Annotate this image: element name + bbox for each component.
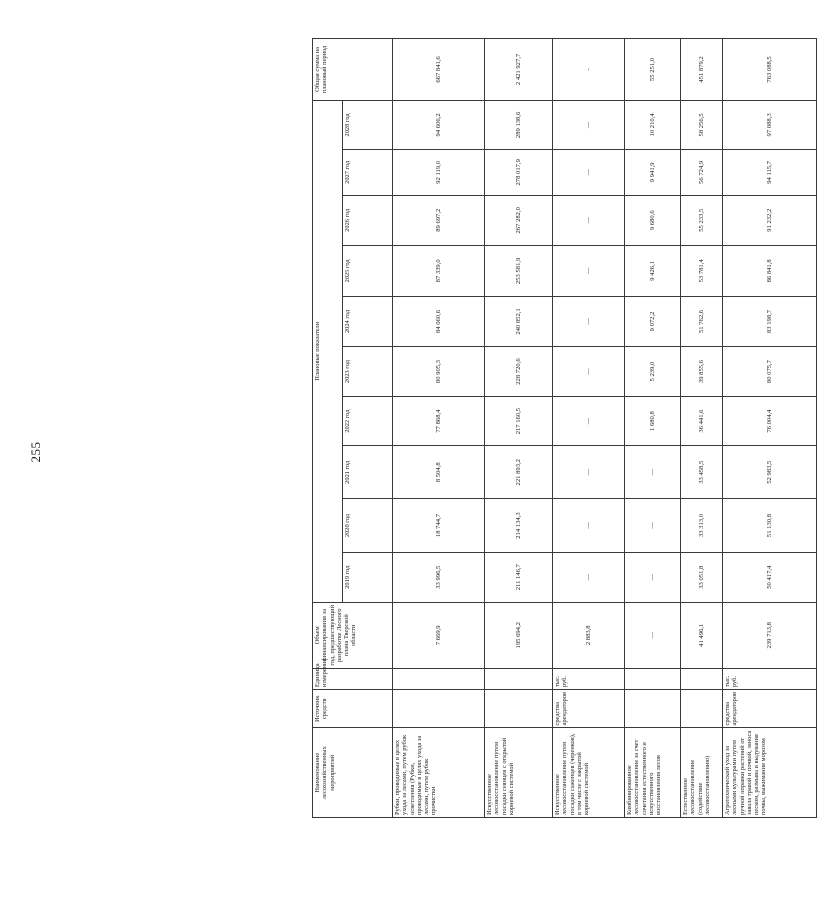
total-cell: 667 841,6: [393, 39, 485, 101]
year-value-cell: 86 841,8: [723, 245, 817, 296]
volume-cell: —: [625, 602, 681, 668]
table-row: [681, 39, 723, 818]
unit-cell: тыс. руб.: [553, 668, 625, 689]
year-value-cell: —: [553, 499, 625, 552]
year-value-cell: 83 198,7: [723, 296, 817, 346]
source-cell: [485, 690, 553, 728]
year-value-cell: 91 232,2: [723, 195, 817, 245]
year-value-cell: 18 744,7: [393, 499, 485, 552]
activity-name-cell: Рубки, проводимые в целях ухода за лесами, путем рубок осветления (Рубки, проводимые в целях ухода за лесами, путем рубок прочистки: [393, 728, 485, 818]
year-value-cell: 278 017,9: [485, 149, 553, 195]
source-cell: средства арендаторов: [553, 690, 625, 728]
source-cell: средства арендаторов: [723, 690, 817, 728]
year-value-cell: 84 060,6: [393, 296, 485, 346]
source-cell: [393, 690, 485, 728]
year-value-cell: 53 781,4: [681, 245, 723, 296]
year-value-cell: 214 134,3: [485, 499, 553, 552]
planned-indicators-table: [312, 38, 817, 818]
year-value-cell: 36 441,6: [681, 397, 723, 446]
year-value-cell: —: [553, 100, 625, 149]
year-value-cell: 253 581,9: [485, 245, 553, 296]
year-value-cell: —: [553, 245, 625, 296]
volume-cell: 2 883,8: [553, 602, 625, 668]
volume-cell: 7 669,9: [393, 602, 485, 668]
activity-name-cell: Агротехнический уход за лесными культурами путем ручной оправки растений от завала травой и почвой, заноса песком, размыва и выдувания почвы, выжимания морозом: [723, 728, 817, 818]
year-value-cell: 56 724,9: [681, 149, 723, 195]
activity-name-cell: Комбинированное лесовосстановление за счет сочетания естественного и искусственного восстановления лесов: [625, 728, 681, 818]
table-row: [553, 39, 625, 818]
year-value-cell: 9 680,6: [625, 195, 681, 245]
year-value-cell: 1 680,8: [625, 397, 681, 446]
year-value-cell: 89 697,2: [393, 195, 485, 245]
header-year: 2025 год: [343, 245, 393, 296]
year-value-cell: —: [553, 397, 625, 446]
year-value-cell: 94 606,2: [393, 100, 485, 149]
year-value-cell: 80 075,7: [723, 347, 817, 397]
activity-name-cell: Естественное лесовосстановление (содействие лесовосстановлению): [681, 728, 723, 818]
year-value-cell: 9 941,9: [625, 149, 681, 195]
table-body: [393, 39, 817, 818]
header-volume: Объем финансирования за год, предшествующий разработке Лесного плана Тверской области: [313, 602, 393, 668]
year-value-cell: 289 138,6: [485, 100, 553, 149]
header-source: Источник средств: [313, 690, 393, 728]
year-value-cell: 5 239,0: [625, 347, 681, 397]
header-year: 2019 год: [343, 552, 393, 602]
year-value-cell: 39 855,6: [681, 347, 723, 397]
year-value-cell: —: [553, 347, 625, 397]
total-cell: 451 879,2: [681, 39, 723, 101]
activity-name-cell: Искусственное лесовосстановление путем посадки саженцев (черенков), в том числе с закрытой корневой системой: [553, 728, 625, 818]
year-value-cell: 9 426,1: [625, 245, 681, 296]
year-value-cell: 51 762,6: [681, 296, 723, 346]
volume-cell: 195 694,2: [485, 602, 553, 668]
rotated-table-container: [312, 38, 773, 818]
year-value-cell: 33 996,5: [393, 552, 485, 602]
year-value-cell: 52 983,5: [723, 446, 817, 499]
year-value-cell: 94 115,7: [723, 149, 817, 195]
year-value-cell: 211 146,7: [485, 552, 553, 602]
year-value-cell: 9 072,2: [625, 296, 681, 346]
header-name: Наименование лесохозяйственных мероприятий: [313, 728, 393, 818]
total-cell: 55 251,0: [625, 39, 681, 101]
unit-cell: [393, 668, 485, 689]
unit-cell: [485, 668, 553, 689]
header-row-top: [313, 39, 343, 818]
year-value-cell: 80 905,3: [393, 347, 485, 397]
year-value-cell: 240 852,1: [485, 296, 553, 346]
page-number: 255: [28, 441, 43, 463]
year-value-cell: —: [553, 195, 625, 245]
year-value-cell: 267 282,0: [485, 195, 553, 245]
year-value-cell: 51 130,8: [723, 499, 817, 552]
table-row: [625, 39, 681, 818]
header-year: 2022 год: [343, 397, 393, 446]
total-cell: -: [553, 39, 625, 101]
year-value-cell: 33 458,5: [681, 446, 723, 499]
volume-cell: 41 496,1: [681, 602, 723, 668]
total-cell: 763 088,5: [723, 39, 817, 101]
header-year: 2027 год: [343, 149, 393, 195]
year-value-cell: 76 004,4: [723, 397, 817, 446]
table-row: [485, 39, 553, 818]
header-total: Общая сумма на плановый период: [313, 39, 393, 101]
year-value-cell: —: [625, 552, 681, 602]
unit-cell: [681, 668, 723, 689]
year-value-cell: 33 313,0: [681, 499, 723, 552]
year-value-cell: —: [553, 149, 625, 195]
header-year: 2020 год: [343, 499, 393, 552]
header-year: 2026 год: [343, 195, 393, 245]
year-value-cell: 228 720,6: [485, 347, 553, 397]
header-year: 2028 год: [343, 100, 393, 149]
year-value-cell: 55 233,5: [681, 195, 723, 245]
source-cell: [625, 690, 681, 728]
header-unit: Единица измерения: [313, 668, 393, 689]
year-value-cell: 221 893,2: [485, 446, 553, 499]
year-value-cell: 77 868,4: [393, 397, 485, 446]
table-row: [393, 39, 485, 818]
year-value-cell: 33 051,8: [681, 552, 723, 602]
year-value-cell: 97 088,3: [723, 100, 817, 149]
year-value-cell: —: [553, 296, 625, 346]
header-year: 2021 год: [343, 446, 393, 499]
year-value-cell: 217 160,5: [485, 397, 553, 446]
header-year: 2023 год: [343, 347, 393, 397]
year-value-cell: —: [625, 446, 681, 499]
unit-cell: тыс. руб.: [723, 668, 817, 689]
year-value-cell: 58 256,5: [681, 100, 723, 149]
year-value-cell: —: [553, 552, 625, 602]
year-value-cell: 10 210,4: [625, 100, 681, 149]
table-row: [723, 39, 817, 818]
year-value-cell: —: [625, 499, 681, 552]
year-value-cell: 50 417,4: [723, 552, 817, 602]
header-year: 2024 год: [343, 296, 393, 346]
volume-cell: 239 713,8: [723, 602, 817, 668]
total-cell: 2 421 927,7: [485, 39, 553, 101]
year-value-cell: —: [553, 446, 625, 499]
year-value-cell: 92 119,0: [393, 149, 485, 195]
year-value-cell: 87 339,0: [393, 245, 485, 296]
year-value-cell: 8 504,8: [393, 446, 485, 499]
unit-cell: [625, 668, 681, 689]
source-cell: [681, 690, 723, 728]
header-planned: Плановые показатели: [313, 100, 343, 602]
activity-name-cell: Искусственное лесовосстановление путем посадки сеянцев с открытой корневой системой: [485, 728, 553, 818]
